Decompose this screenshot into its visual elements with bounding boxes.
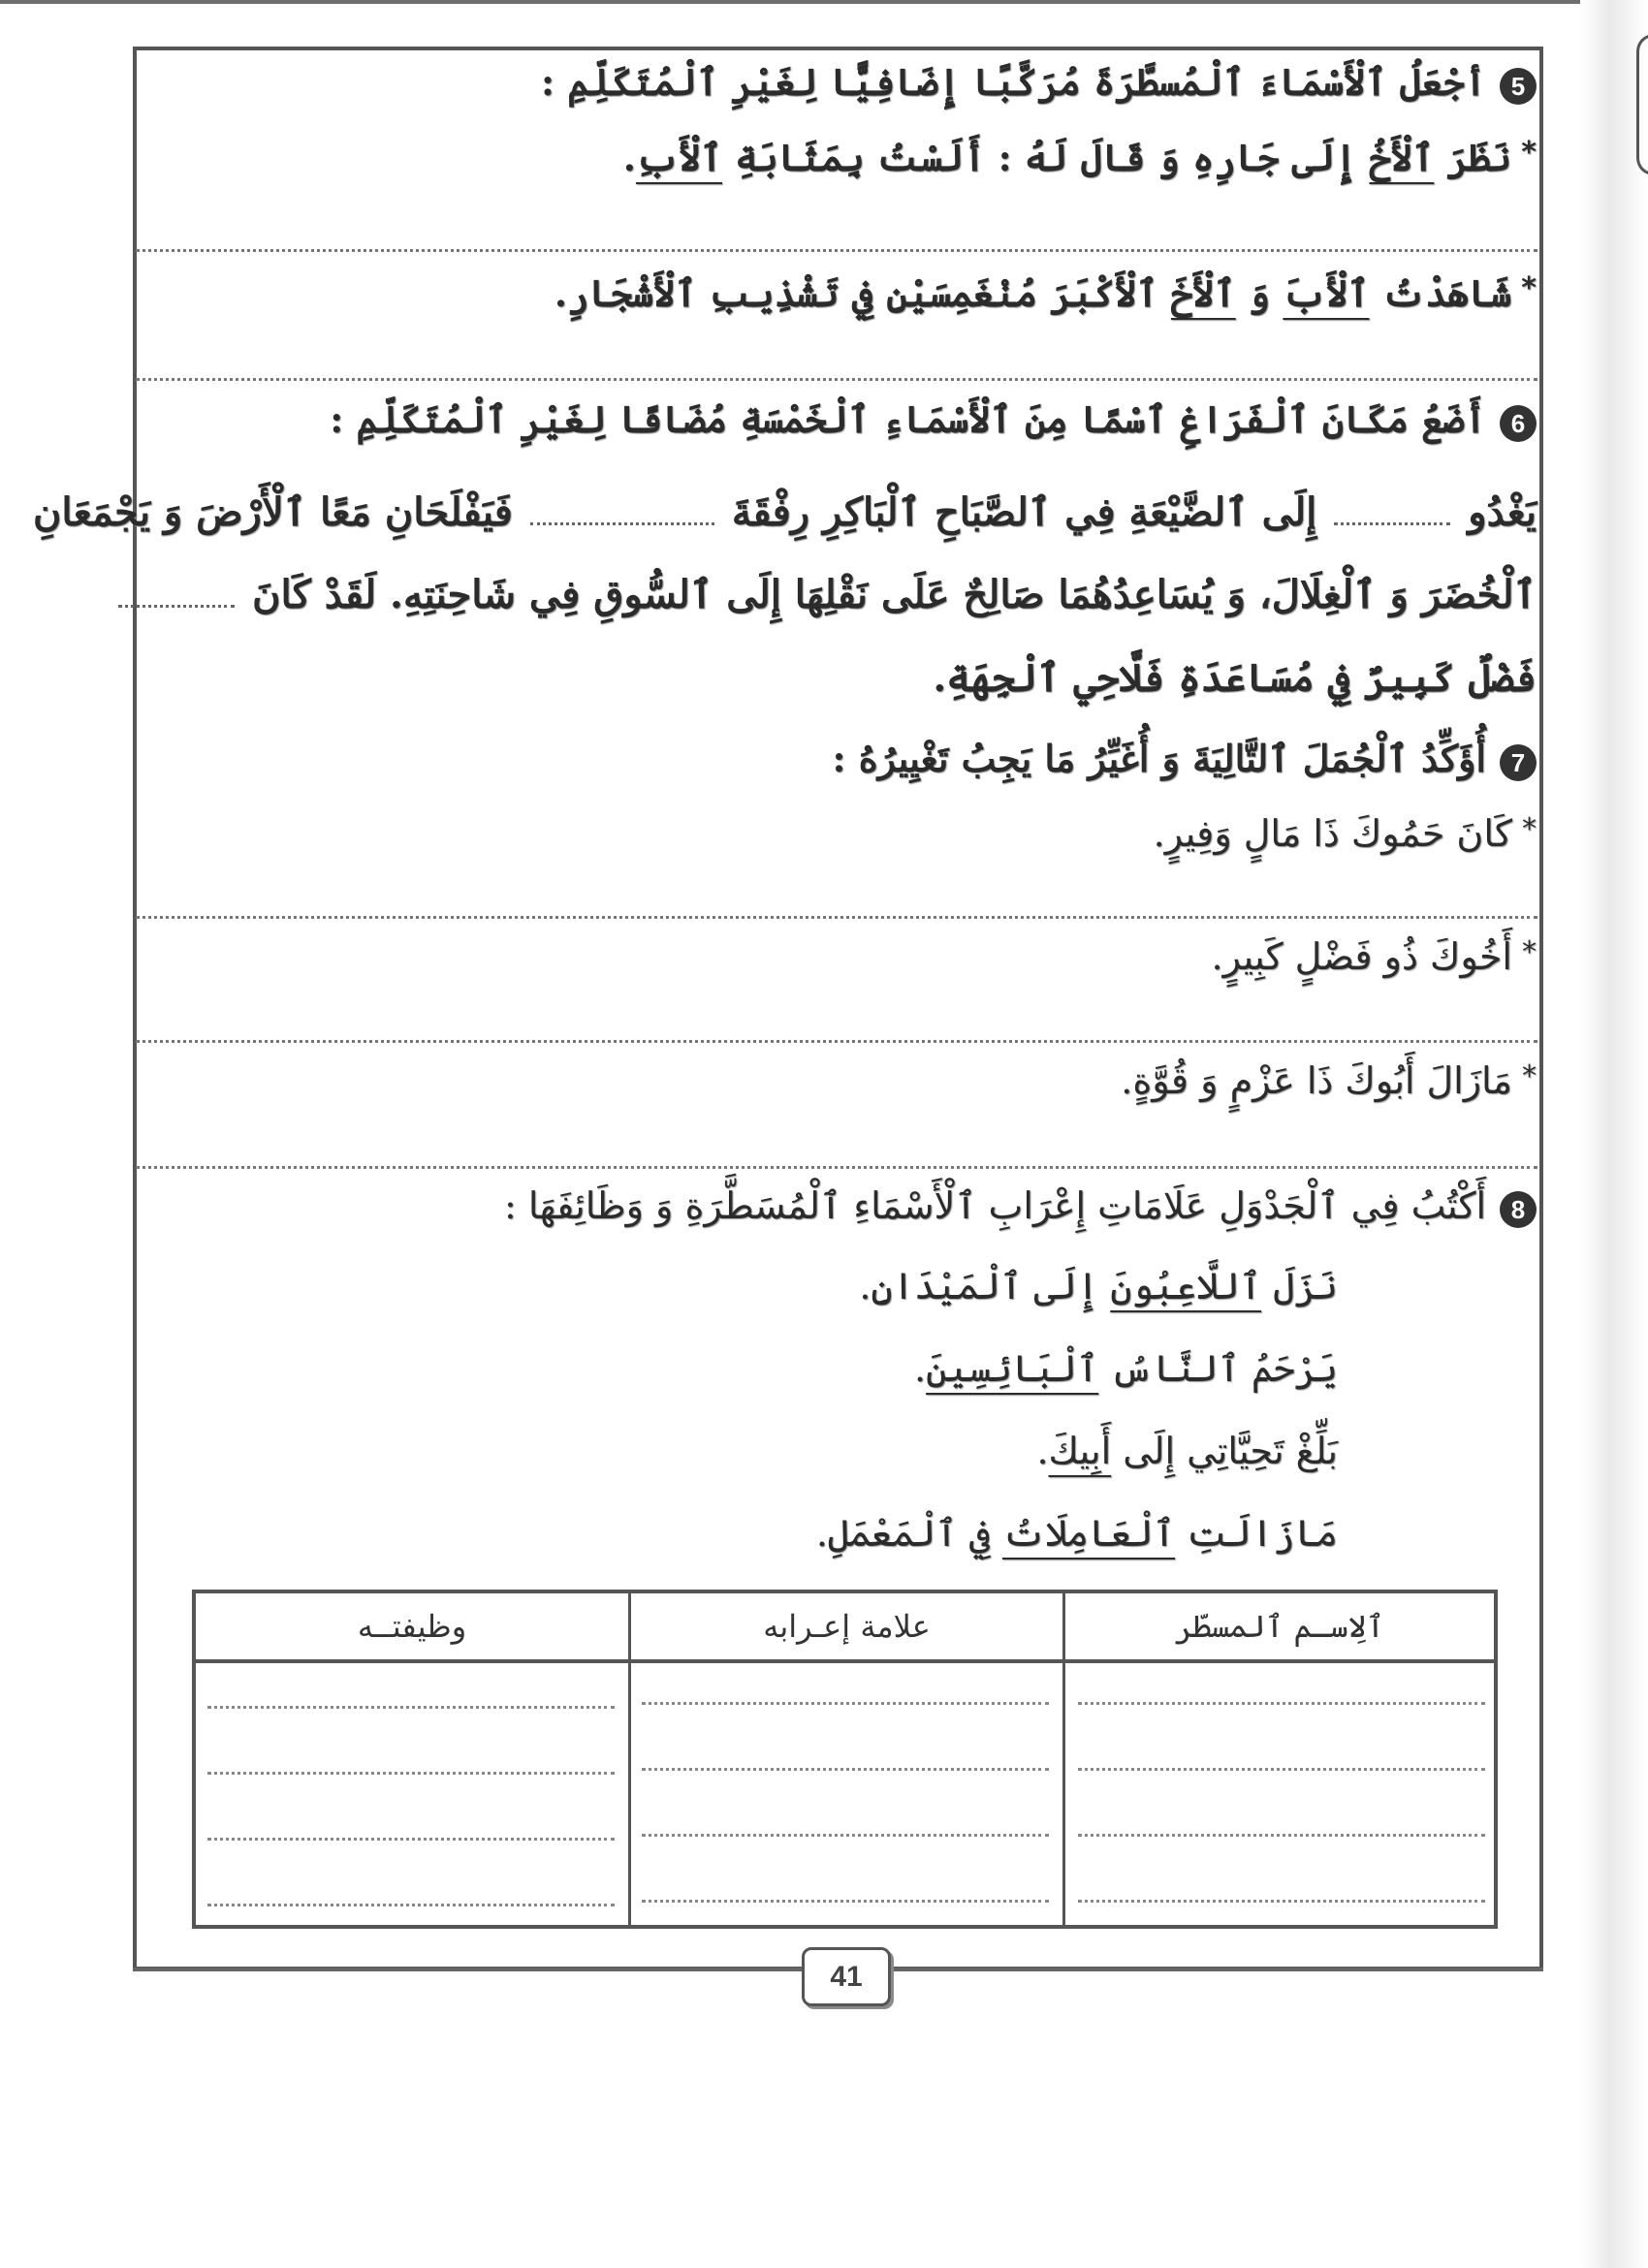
text-part: بَلِّغْ تَحِيَّاتِي إِلَى (1111, 1430, 1338, 1472)
underlined-word: ٱلْعَامِلَاتُ (1001, 1512, 1176, 1555)
page-number: 41 (802, 1947, 891, 2006)
table-cell-underlined-noun[interactable] (1078, 1768, 1485, 1771)
underlined-word: ٱلْأَبَ (1283, 271, 1370, 315)
table-cell-underlined-noun[interactable] (1078, 1900, 1485, 1903)
text-part: . (913, 1347, 927, 1390)
q8-sentence-1 (859, 1265, 1338, 1307)
table-cell-function[interactable] (207, 1772, 615, 1775)
table-cell-function[interactable] (207, 1706, 615, 1709)
footer-rule-right (887, 1968, 1543, 1971)
q5-instruction (541, 60, 1537, 105)
asterisk-icon: * (1521, 136, 1537, 170)
underlined-word: ٱلْبَائِسِينَ (926, 1347, 1099, 1390)
q6-paragraph-line-2 (101, 572, 1537, 617)
answer-line[interactable] (136, 378, 1537, 381)
q6-instruction (330, 397, 1537, 442)
answer-line[interactable] (136, 1166, 1537, 1169)
table-cell-function[interactable] (207, 1838, 615, 1841)
table-cell-case-marker[interactable] (642, 1768, 1049, 1771)
question-number-badge: 8 (1500, 1191, 1537, 1228)
asterisk-icon: * (1522, 935, 1537, 969)
answer-table (192, 1590, 1498, 1929)
text-part: نَزَلَ (1261, 1265, 1338, 1307)
answer-line[interactable] (136, 916, 1537, 919)
question-number-badge: 5 (1500, 68, 1537, 105)
text-part: أَخُوكَ ذُو فَضْلٍ كَبِيرٍ. (1211, 935, 1512, 978)
underlined-word: ٱلْأَبِ (635, 136, 722, 179)
text-part: إِلَى ٱلْمَيْدَانِ. (859, 1265, 1111, 1307)
q7-item-3 (1121, 1059, 1537, 1102)
q8-sentence-4 (816, 1512, 1338, 1555)
blank-field[interactable] (1334, 522, 1450, 525)
table-cell-function[interactable] (207, 1904, 615, 1906)
table-cell-underlined-noun[interactable] (1078, 1834, 1485, 1837)
page-spine-shadow (1580, 0, 1648, 2268)
q5-instruction-text: أجْعَلُ ٱلْأَسْمَاءَ ٱلْمُسطَّرَةَ مُرَكَّبًا إِضَافِيًّا لِغَيْرِ ٱلْمُتَكَلِّمِ : (541, 60, 1486, 104)
q8-sentence-2 (914, 1347, 1338, 1390)
text-part: فَضْلٌ كَبِيرٌ فِي مُسَاعَدَةِ فَلَّاحِي ٱلْجِهَةِ. (933, 655, 1537, 701)
q7-item-2 (1212, 935, 1537, 978)
adjacent-page-frame (1636, 34, 1648, 175)
q8-sentence-3 (1036, 1430, 1338, 1472)
text-part: فَيَفْلَحَانِ مَعًا ٱلْأَرْضَ وَ يَجْمَعَانِ (33, 489, 513, 535)
question-number-badge: 6 (1500, 405, 1537, 442)
table-cell-underlined-noun[interactable] (1078, 1702, 1485, 1705)
underlined-word: ٱلْأَخُ (1369, 136, 1435, 179)
table-header-case-marker: علامة إعـرابه (763, 1608, 931, 1645)
asterisk-icon: * (1521, 271, 1537, 305)
scan-top-edge (0, 0, 1590, 4)
footer-rule-left (133, 1968, 805, 1971)
answer-line[interactable] (136, 249, 1537, 252)
q5-item-2 (555, 271, 1537, 315)
table-header-function: وظيفتــه (357, 1608, 467, 1645)
table-cell-case-marker[interactable] (642, 1702, 1049, 1705)
table-header-underlined-noun: ٱلِاسـم ٱلمسطّر (1174, 1608, 1385, 1645)
q7-instruction (832, 737, 1537, 781)
table-cell-case-marker[interactable] (642, 1834, 1049, 1837)
asterisk-icon: * (1522, 1059, 1537, 1093)
underlined-word: ٱلْأَخَ (1170, 271, 1236, 315)
asterisk-icon: * (1522, 812, 1537, 846)
text-part: . (1036, 1430, 1049, 1472)
question-number-badge: 7 (1500, 744, 1537, 781)
q7-item-1 (1154, 812, 1537, 855)
q5-item-1 (623, 136, 1537, 179)
text-part: مَازَالَتِ (1175, 1512, 1338, 1555)
text-part: فِي ٱلْمَعْمَلِ. (815, 1512, 1002, 1555)
blank-field[interactable] (118, 605, 235, 608)
underlined-word: أَبِيكَ (1048, 1430, 1112, 1472)
underlined-word: ٱللَّاعِبُونَ (1110, 1265, 1262, 1307)
text-part: كَانَ حَمُوكَ ذَا مَالٍ وَفِيرٍ. (1153, 812, 1512, 855)
q7-instruction-text: أُؤَكِّدُ ٱلْجُمَلَ ٱلتَّالِيَةَ وَ أُغَيِّرُ مَا يَجِبُ تَغْيِيرُهُ : (832, 737, 1486, 780)
text-part: ٱلْخُضَرَ وَ ٱلْغِلَالَ، وَ يُسَاعِدُهُمَا صَالِحٌ عَلَى نَقْلِهَا إِلَى ٱلسُّوقِ فِي شَاحِنَتِهِ. لَقَدْ كَانَ (252, 572, 1537, 617)
text-part: يَرْحَمُ ٱلنَّاسُ (1098, 1347, 1338, 1390)
blank-field[interactable] (530, 522, 714, 525)
text-part: إِلَى ٱلضَّيْعَةِ فِي ٱلصَّبَاحِ ٱلْبَاكِرِ رِفْقَةَ (731, 489, 1317, 535)
answer-line[interactable] (136, 1040, 1537, 1043)
q8-instruction (504, 1184, 1537, 1228)
text-part: يَغْدُو (1468, 489, 1537, 535)
text-part: مَازَالَ أَبُوكَ ذَا عَزْمٍ وَ قُوَّةٍ. (1121, 1059, 1512, 1102)
q6-paragraph-line-3 (933, 655, 1537, 701)
text-part: ٱلْأَكْبَرَ مُنْغَمِسَيْنِ فِي تَشْذِيبِ ٱلْأَشْجَارِ. (554, 271, 1171, 315)
q6-instruction-text: أَضَعُ مَكَانَ ٱلْفَرَاغِ ٱسْمًا مِنَ ٱلْأَسْمَاءِ ٱلْخَمْسَةِ مُضَافًا لِغَيْرِ ٱلْمُتَكَلِّمِ : (330, 397, 1486, 441)
text-part: . (622, 136, 636, 179)
text-part: إِلَى جَارِهِ وَ قَالَ لَهُ : أَلَسْتُ بِمَثَابَةِ (722, 136, 1370, 179)
text-part: نَظَرَ (1434, 136, 1512, 179)
text-part: شَاهَدْتُ (1369, 271, 1512, 315)
table-cell-case-marker[interactable] (642, 1900, 1049, 1903)
text-part: وَ (1235, 271, 1284, 315)
q8-instruction-text: أَكْتُبُ فِي ٱلْجَدْوَلِ عَلَامَاتِ إِعْرَابِ ٱلْأَسْمَاءِ ٱلْمُسَطَّرَةِ وَ وَظَائِفَهَا : (503, 1184, 1486, 1227)
q6-paragraph-line-1 (33, 489, 1537, 535)
